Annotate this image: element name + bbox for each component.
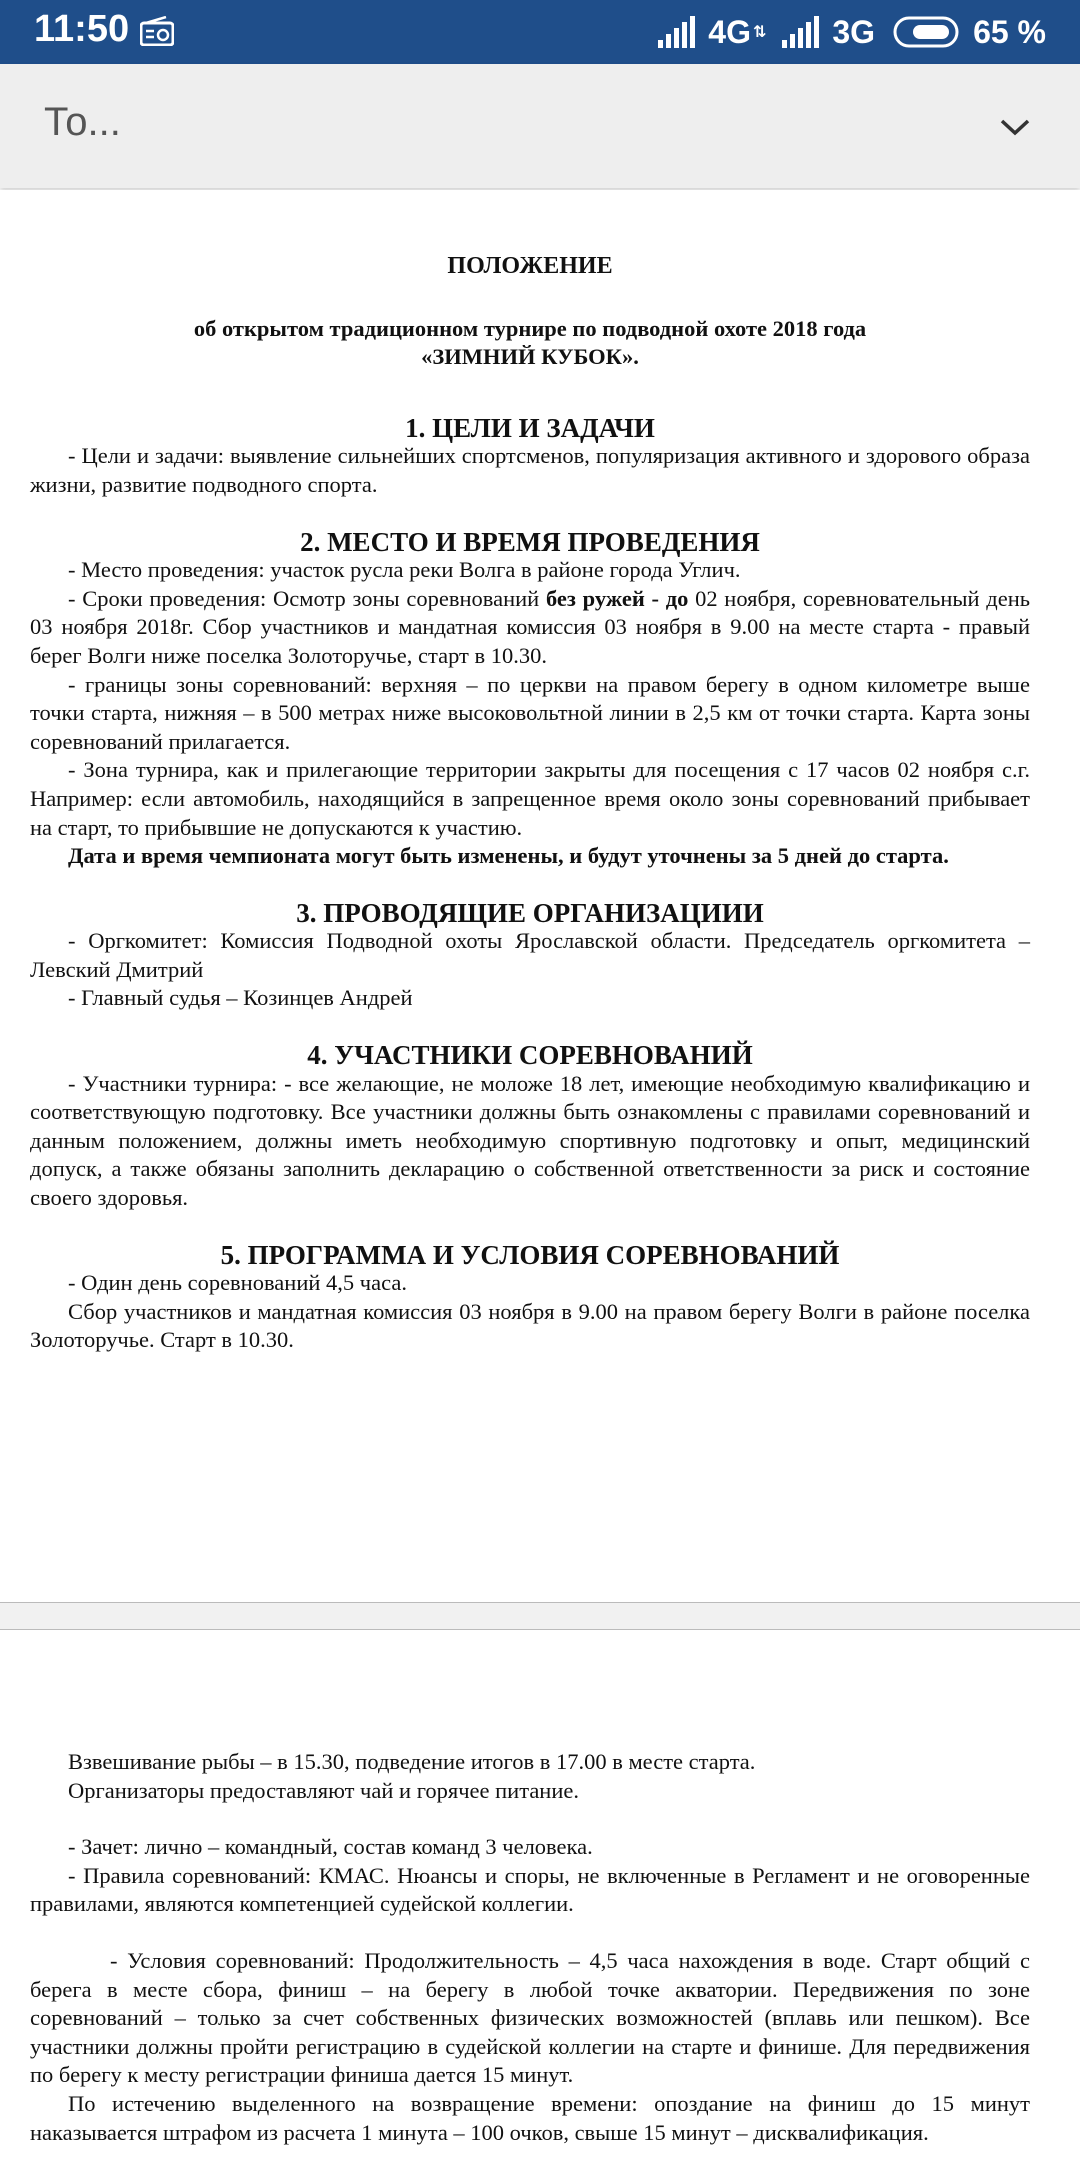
status-indicators — [656, 8, 1046, 56]
conditions-paragraph: - Условия соревнований: Продолжительность – 4,5 часа нахождения в воде. Старт общий с берега в месте сбора, финиш – на берегу в любой точке акватории. Передвижения по зоне соревнований – только за счет собственных физических возможностей (вплавь или пешком). Все участники должны пройти регистрацию в судейской коллегии на старте и финише. Для передвижения по берегу к месту регистрации финиша дается 15 минут. — [30, 1947, 1030, 2088]
section-3-paragraph-judge: - Главный судья – Козинцев Андрей — [68, 985, 413, 1011]
document-title[interactable]: То... — [44, 100, 121, 144]
signal-icon — [780, 16, 822, 48]
scoring-paragraph: - Зачет: лично – командный, состав команд 3 человека. — [68, 1834, 593, 1860]
page-separator — [0, 1602, 1080, 1630]
page-2-content — [30, 1748, 1030, 2147]
radio-icon — [140, 16, 174, 46]
network-type-secondary: 3G — [832, 13, 876, 50]
section-2-paragraph-zone: - Зона турнира, как и прилегающие территории закрыты для посещения с 17 часов 02 ноября с.г. Например: если автомобиль, находящийся в запрещенное время около зоны соревнований прибывает на старт, то прибывшие не допускаются к участию. — [30, 757, 1030, 840]
signal-icon — [656, 16, 698, 48]
section-3-title: 3. ПРОВОДЯЩИЕ ОРГАНИЗАЦИИИ — [296, 897, 764, 928]
section-1-paragraph: - Цели и задачи: выявление сильнейших спортсменов, популяризация активного и здорового образа жизни, развитие подводного спорта. — [30, 443, 1030, 497]
network-type-primary: 4G — [708, 13, 751, 50]
chevron-down-icon — [999, 117, 1031, 137]
document-page-2 — [0, 1630, 1080, 2160]
section-2-paragraph-venue: - Место проведения: участок русла реки Волга в районе города Углич. — [68, 557, 741, 583]
tournament-name: «ЗИМНИЙ КУБОК». — [421, 344, 639, 370]
section-5-paragraph-duration: - Один день соревнований 4,5 часа. — [68, 1270, 407, 1296]
battery-icon — [893, 15, 963, 49]
data-arrows-icon: ⇅ — [752, 24, 767, 41]
section-2-paragraph-dates — [30, 585, 1030, 671]
section-3-paragraph-committee: - Оргкомитет: Комиссия Подводной охоты Ярославской области. Председатель оргкомитета – Левский Дмитрий — [30, 928, 1030, 982]
page-1-content — [30, 252, 1030, 1355]
section-5-title: 5. ПРОГРАММА И УСЛОВИЯ СОРЕВНОВАНИЙ — [220, 1239, 840, 1270]
document-subheading: об открытом традиционном турнире по подводной охоте 2018 года — [193, 315, 867, 341]
status-bar — [0, 0, 1080, 64]
rules-paragraph: - Правила соревнований: КМАС. Нюансы и споры, не включенные в Регламент и не оговоренные правилами, являются компетенцией судейской коллегии. — [30, 1862, 1030, 1917]
dropdown-button[interactable] — [990, 102, 1040, 152]
status-time: 11:50 — [34, 8, 130, 50]
section-5-paragraph-gathering: Сбор участников и мандатная комиссия 03 ноября в 9.00 на правом берегу Волги в районе поселка Золоторучье. Старт в 10.30. — [30, 1298, 1030, 1353]
section-2-title: 2. МЕСТО И ВРЕМЯ ПРОВЕДЕНИЯ — [300, 526, 760, 557]
weighing-paragraph: Взвешивание рыбы – в 15.30, подведение итогов в 17.00 в месте старта. — [68, 1749, 756, 1774]
penalty-paragraph: По истечению выделенного на возвращение времени: опоздание на финиш до 15 минут наказывается штрафом из расчета 1 минута – 100 очков, свыше 15 минут – дисквалификация. — [30, 2090, 1030, 2145]
dates-text-c: 02 ноября, соревновательный день 03 ноября 2018г. Сбор участников и мандатная комиссия 03 ноября в 9.00 на месте старта - правый берег Волги ниже поселка Золоторучье, старт в 10.30. — [30, 585, 1031, 668]
document-heading: ПОЛОЖЕНИЕ — [447, 253, 613, 279]
catering-paragraph: Организаторы предоставляют чай и горячее питание. — [68, 1777, 579, 1803]
dates-text-bold: без ружей - до — [545, 585, 689, 611]
section-2-paragraph-notice: Дата и время чемпионата могут быть изменены, и будут уточнены за 5 дней до старта. — [68, 843, 949, 869]
document-title-bar — [0, 64, 1080, 188]
section-1-title: 1. ЦЕЛИ И ЗАДАЧИ — [405, 412, 655, 443]
battery-level: 65 % — [973, 13, 1046, 50]
section-2-paragraph-boundaries: - границы зоны соревнований: верхняя – по церкви на правом берегу в одном километре выше точки старта, нижняя – в 500 метрах ниже высоковольтной линии в 2,5 км от точки старта. Карта зоны соревнований прилагается. — [30, 671, 1030, 754]
section-4-paragraph: - Участники турнира: - все желающие, не моложе 18 лет, имеющие необходимую квалификацию и соответствующую подготовку. Все участники должны быть ознакомлены с правилами соревнований и данным положением, должны иметь необходимую спортивную подготовку и опыт, медицинский допуск, а также обязаны заполнить декларацию о собственной ответственности за риск и состояние своего здоровья. — [30, 1070, 1030, 1211]
document-page-1 — [0, 190, 1080, 1602]
dates-text-a: - Сроки проведения: Осмотр зоны соревнований — [68, 585, 546, 611]
section-4-title: 4. УЧАСТНИКИ СОРЕВНОВАНИЙ — [307, 1040, 753, 1071]
